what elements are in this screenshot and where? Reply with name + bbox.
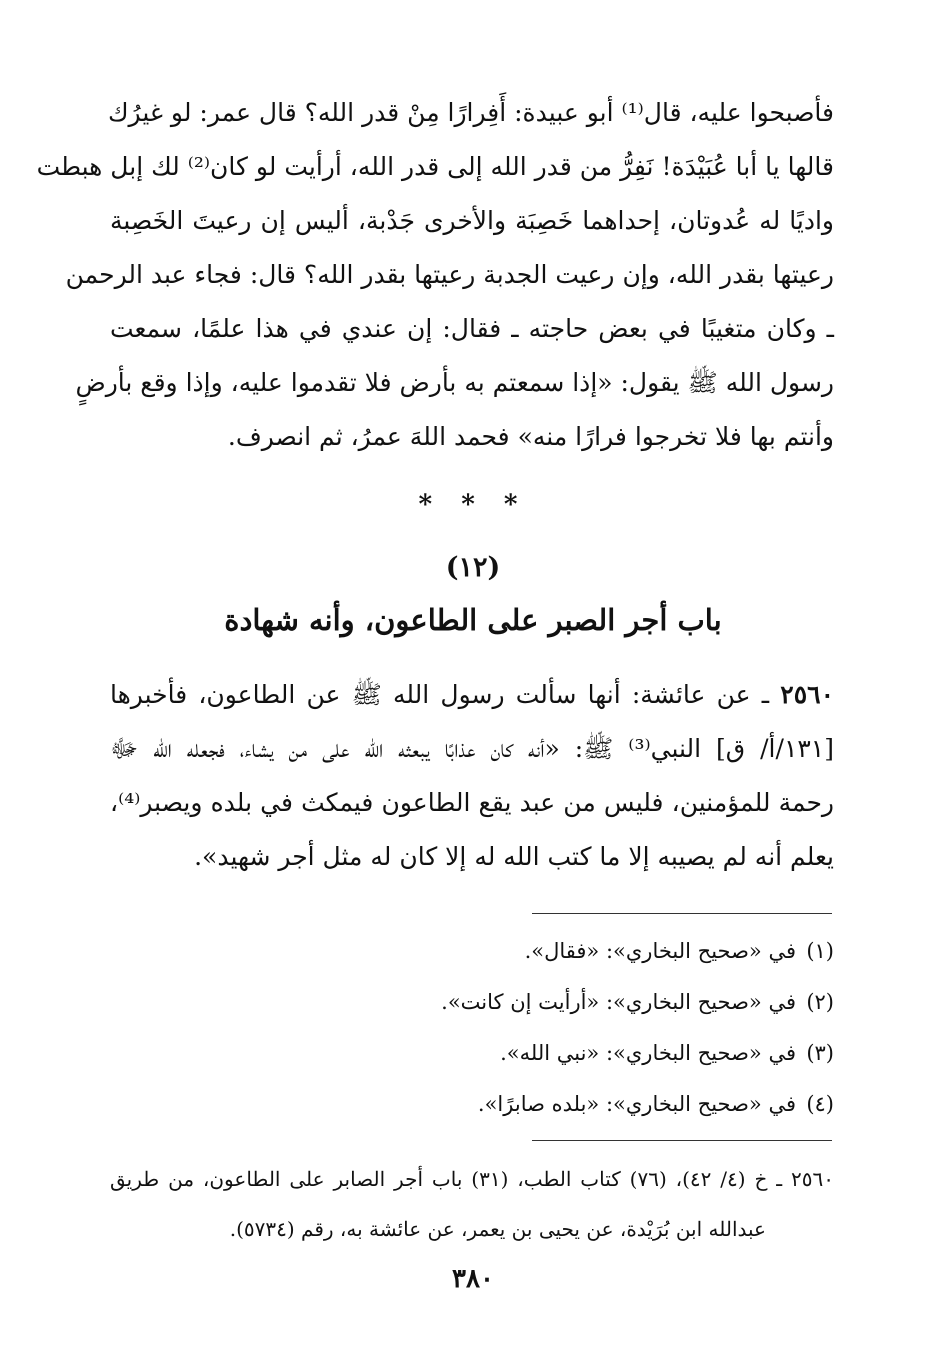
footnote [110, 1079, 834, 1130]
hadith-paragraph [110, 668, 834, 884]
footnote-text: في «صحيح البخاري»: «بلده صابرًا». [477, 1092, 796, 1116]
footnote-divider [532, 913, 832, 914]
reference-line: ٢٥٦٠ ـ خ (٤/ ٤٢)، (٧٦) كتاب الطب، (٣١) باب أجر الصابر على الطاعون، من طريق [110, 1167, 834, 1191]
text-line: رحمة للمؤمنين، فليس من عبد يقع الطاعون فيمكث في بلده ويصبر⁽⁴⁾، [110, 788, 834, 817]
footnote-text: في «صحيح البخاري»: «فقال». [524, 939, 796, 963]
footnote-number: (٣) [806, 1041, 834, 1065]
reference-divider [532, 1140, 832, 1141]
footnote [110, 1028, 834, 1079]
page-number: ٣٨٠ [452, 1264, 494, 1294]
footnote-number: (٢) [806, 990, 834, 1014]
text-line: قالها يا أبا عُبَيْدَة! نَفِرُّ من قدر الله إلى قدر الله، أرأيت لو كان⁽²⁾ لك إبل هبطت [36, 152, 834, 181]
footnote-number: (١) [806, 939, 834, 963]
text-line: رسول الله ﷺ يقول: «إذا سمعتم به بأرض فلا تقدموا عليه، وإذا وقع بأرضٍ [75, 368, 834, 397]
reference-line: عبدالله ابن بُرَيْدة، عن يحيى بن يعمر، عن عائشة به، رقم (٥٧٣٤). [229, 1217, 766, 1241]
text-line: رعيتها بقدر الله، وإن رعيت الجدبة رعيتها بقدر الله؟ قال: فجاء عبد الرحمن [65, 260, 834, 289]
hadith-first-line [110, 668, 834, 722]
chapter-title: باب أجر الصبر على الطاعون، وأنه شهادة [224, 603, 722, 637]
text-line: يعلم أنه لم يصيبه إلا ما كتب الله له إلا كان له مثل أجر شهيد». [194, 842, 834, 871]
footnote-number: (٤) [806, 1092, 834, 1116]
hadith-first-line-text: ـ عن عائشة: أنها سألت رسول الله ﷺ عن الطاعون، فأخبرها [110, 680, 781, 709]
footnote [110, 926, 834, 977]
section-separator: * * * [418, 490, 528, 520]
text-line: [١٣١/أ/ ق] النبي⁽³⁾ ﷺ: «أنه كان عذابًا يبعثه الله على من يشاء، فجعله الله ﷻ [110, 734, 834, 763]
continuation-paragraph [36, 86, 834, 464]
chapter-number: (١٢) [445, 552, 501, 583]
footnote-text: في «صحيح البخاري»: «نبي الله». [500, 1041, 796, 1065]
text-line: فأصبحوا عليه، قال⁽¹⁾ أبو عبيدة: أَفِرارًا مِنْ قدر الله؟ قال عمر: لو غيرُك [107, 98, 834, 127]
footnote [110, 977, 834, 1028]
hadith-references [110, 1154, 834, 1254]
text-line: واديًا له عُدوتان، إحداهما خَصِبَة والأخرى جَدْبة، أليس إن رعيتَ الخَصِبة [110, 206, 834, 235]
footnotes [110, 926, 834, 1130]
text-line: ـ وكان متغيبًا في بعض حاجته ـ فقال: إن عندي في هذا علمًا، سمعت [110, 314, 834, 343]
hadith-number: ٢٥٦٠ [780, 680, 834, 709]
text-line: وأنتم بها فلا تخرجوا فرارًا منه» فحمد اللهَ عمرُ، ثم انصرف. [227, 422, 834, 451]
footnote-text: في «صحيح البخاري»: «أرأيت إن كانت». [441, 990, 796, 1014]
